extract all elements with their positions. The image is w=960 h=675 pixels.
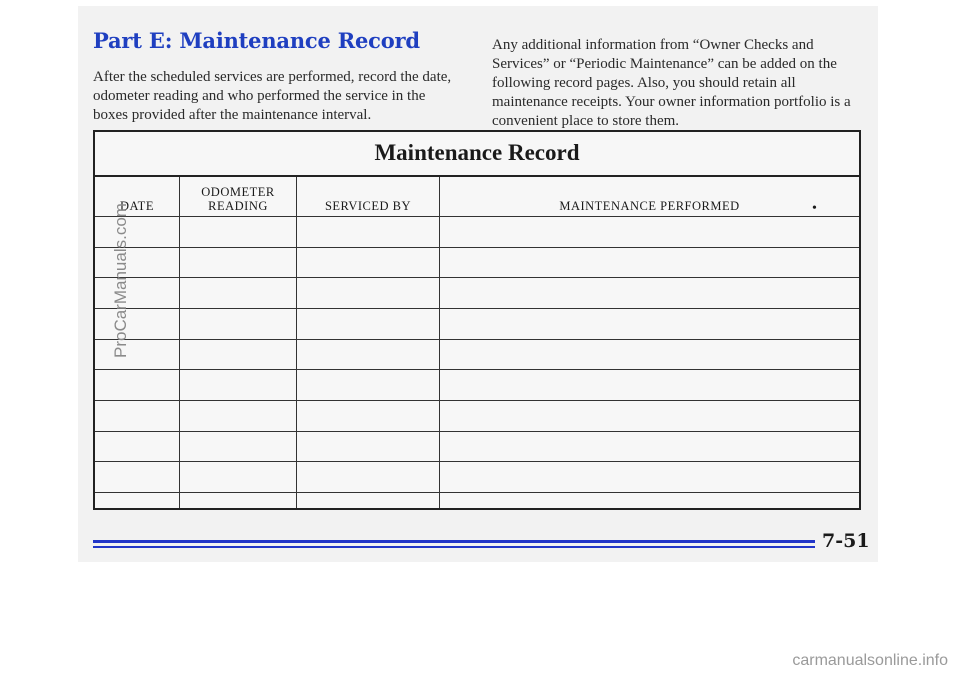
record-cell-serviced-by [297,247,440,278]
record-cell-odometer [180,462,297,493]
record-cell-maintenance [440,431,860,462]
record-cell-odometer [180,278,297,309]
record-cell-serviced-by [297,462,440,493]
record-cell-maintenance [440,401,860,432]
footer-rule-thin [93,546,815,548]
record-cell-maintenance [440,339,860,370]
intro-paragraph-right: Any additional information from “Owner Checks and Services” or “Periodic Maintenance” can be added on the following record pages. Also, you should retain all maintenance receipts. Your owner information portfolio is a convenient place to store them. [492,37,851,129]
record-cell-odometer [180,370,297,401]
record-row [95,278,859,309]
record-cell-maintenance [440,462,860,493]
record-cell-serviced-by [297,431,440,462]
record-row [95,247,859,278]
record-row [95,339,859,370]
record-row [95,217,859,248]
intro-paragraph-left: After the scheduled services are performed, record the date, odometer reading and who performed the service in the boxes provided after the maintenance interval. [93,69,452,123]
record-cell-date [95,370,180,401]
record-cell-odometer [180,247,297,278]
record-grid [95,175,859,508]
record-cell-maintenance [440,370,860,401]
record-cell-maintenance [440,217,860,248]
record-cell-date [95,401,180,432]
record-cell-date [95,493,180,508]
record-cell-date [95,278,180,309]
record-row [95,462,859,493]
column-header-serviced-by: SERVICED BY [297,177,440,217]
maintenance-header-label: MAINTENANCE PERFORMED [559,199,740,213]
record-cell-date [95,339,180,370]
record-cell-maintenance [440,309,860,340]
record-table [95,177,859,508]
bottom-watermark: carmanualsonline.info [792,652,948,669]
section-title: Part E: Maintenance Record [93,28,420,53]
maintenance-record-form [93,130,861,510]
record-body [95,217,859,509]
record-cell-odometer [180,309,297,340]
column-header-date: DATE [95,177,180,217]
record-cell-serviced-by [297,309,440,340]
record-cell-serviced-by [297,217,440,248]
record-row [95,493,859,508]
record-cell-serviced-by [297,370,440,401]
record-cell-maintenance [440,493,860,508]
record-cell-odometer [180,339,297,370]
record-cell-date [95,431,180,462]
page-number: 7-51 [822,530,870,552]
record-cell-maintenance [440,247,860,278]
record-cell-date [95,309,180,340]
record-row [95,309,859,340]
record-title: Maintenance Record [374,140,580,165]
record-cell-maintenance [440,278,860,309]
record-cell-serviced-by [297,493,440,508]
record-cell-odometer [180,431,297,462]
record-cell-date [95,247,180,278]
record-row [95,401,859,432]
column-header-maintenance-performed [440,177,860,217]
record-cell-odometer [180,493,297,508]
record-cell-odometer [180,217,297,248]
header-row [95,177,859,217]
record-row [95,370,859,401]
record-cell-date [95,217,180,248]
record-row [95,431,859,462]
side-watermark: ProCarManuals.com [111,203,130,358]
header-bullet: • [812,201,818,216]
record-cell-serviced-by [297,278,440,309]
record-cell-odometer [180,401,297,432]
record-cell-date [95,462,180,493]
column-header-odometer [180,177,297,217]
footer-rule [93,540,815,543]
record-cell-serviced-by [297,339,440,370]
odometer-header-text: ODOMETER READING [201,185,275,213]
record-cell-serviced-by [297,401,440,432]
